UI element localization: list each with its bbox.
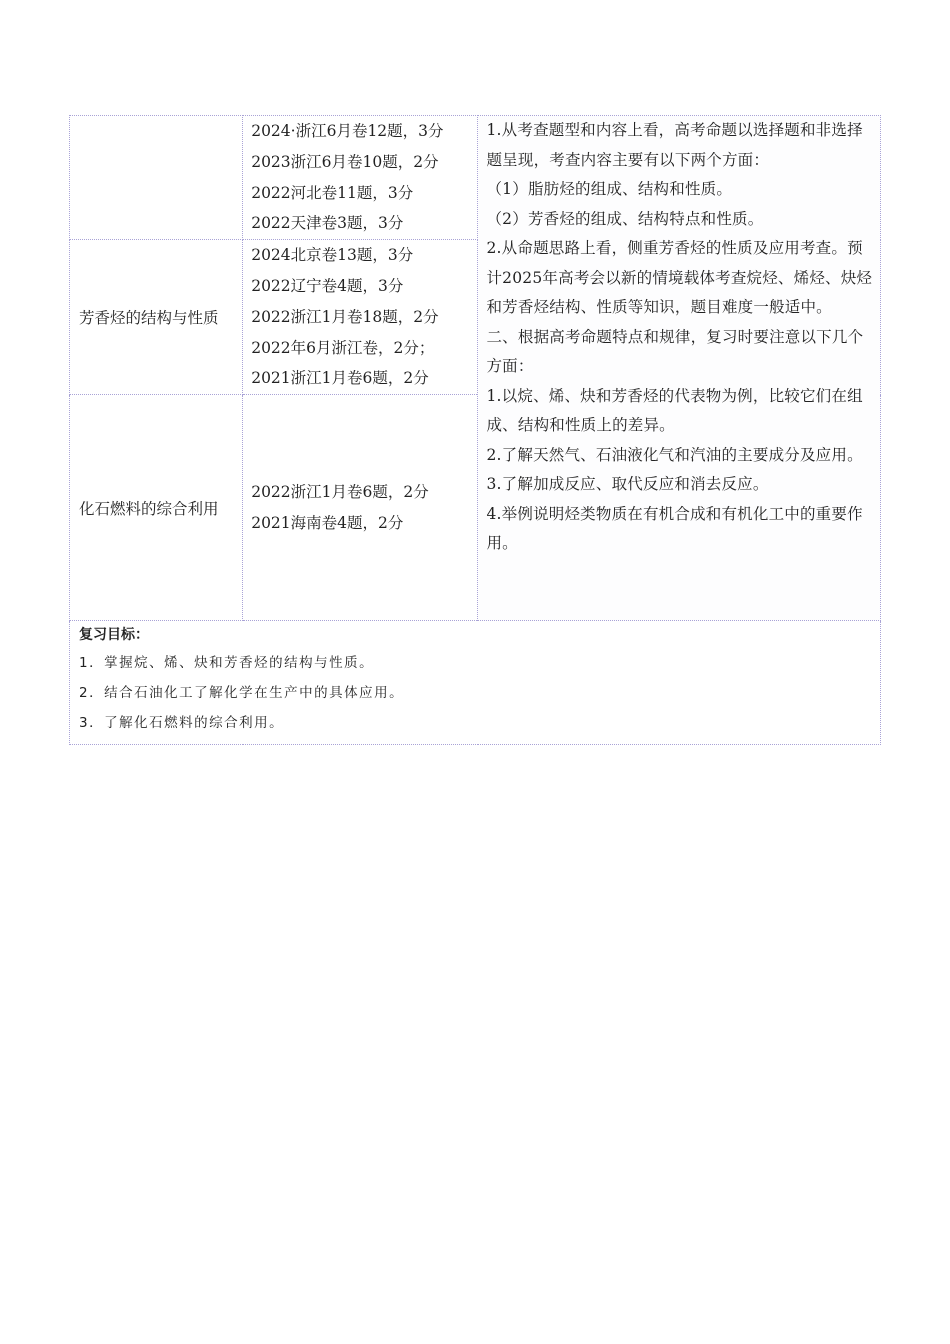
exam-item: 2022辽宁卷4题，3分 [251,276,404,295]
exam-item: 2024北京卷13题，3分 [251,246,414,265]
exam-item: 2022年6月浙江卷，2分； [251,338,435,357]
exam-item: 2022浙江1月卷18题，2分 [251,307,439,326]
exam-item: 2021海南卷4题，2分 [251,513,404,532]
review-goals-cell [70,621,881,745]
analysis-paragraph: （2）芳香烃的组成、结构特点和性质。 [486,209,764,228]
exam-item: 2022浙江1月卷6题，2分 [251,482,429,501]
analysis-paragraph: （1）脂肪烃的组成、结构和性质。 [486,180,733,198]
topic-cell [70,116,243,240]
analysis-paragraph: 二、根据高考命题特点和规律，复习时要注意以下几个方面： [486,327,864,375]
analysis-paragraph: 1.从考查题型和内容上看，高考命题以选择题和非选择题呈现，考查内容主要有以下两个方面： [486,121,863,169]
exam-item: 2023浙江6月卷10题，2分 [251,152,439,171]
exam-item: 2022天津卷3题，3分 [251,214,404,233]
exam-list-cell [243,240,478,395]
exam-list-cell [243,395,478,621]
topic-cell: 化石燃料的综合利用 [70,395,243,621]
analysis-paragraph: 2.了解天然气、石油液化气和汽油的主要成分及应用。 [486,445,863,464]
table-row [70,116,881,240]
exam-item: 2021浙江1月卷6题，2分 [251,369,429,388]
review-goal-item: 1．掌握烷、烯、炔和芳香烃的结构与性质。 [79,655,375,672]
review-goal-item: 2．结合石油化工了解化学在生产中的具体应用。 [79,685,405,702]
topic-cell: 芳香烃的结构与性质 [70,240,243,395]
analysis-paragraph: 2.从命题思路上看，侧重芳香烃的性质及应用考查。预计2025年高考会以新的情境载体考查烷烃、烯烃、炔烃和芳香烃结构、性质等知识，题目难度一般适中。 [486,239,873,316]
table-row [70,621,881,745]
exam-list-cell [243,116,478,240]
review-goal-item: 3．了解化石燃料的综合利用。 [79,715,285,732]
analysis-paragraph: 1.以烷、烯、炔和芳香烃的代表物为例，比较它们在组成、结构和性质上的差异。 [486,386,863,434]
analysis-paragraph: 4.举例说明烃类物质在有机合成和有机化工中的重要作用。 [486,504,863,552]
review-sheet [69,115,881,745]
analysis-cell [478,116,881,621]
exam-item: 2024·浙江6月卷12题，3分 [251,122,444,140]
analysis-paragraph: 3.了解加成反应、取代反应和消去反应。 [486,475,769,493]
exam-item: 2022河北卷11题，3分 [251,183,414,202]
review-goals-heading: 复习目标： [79,627,149,644]
exam-analysis-table [69,115,881,745]
